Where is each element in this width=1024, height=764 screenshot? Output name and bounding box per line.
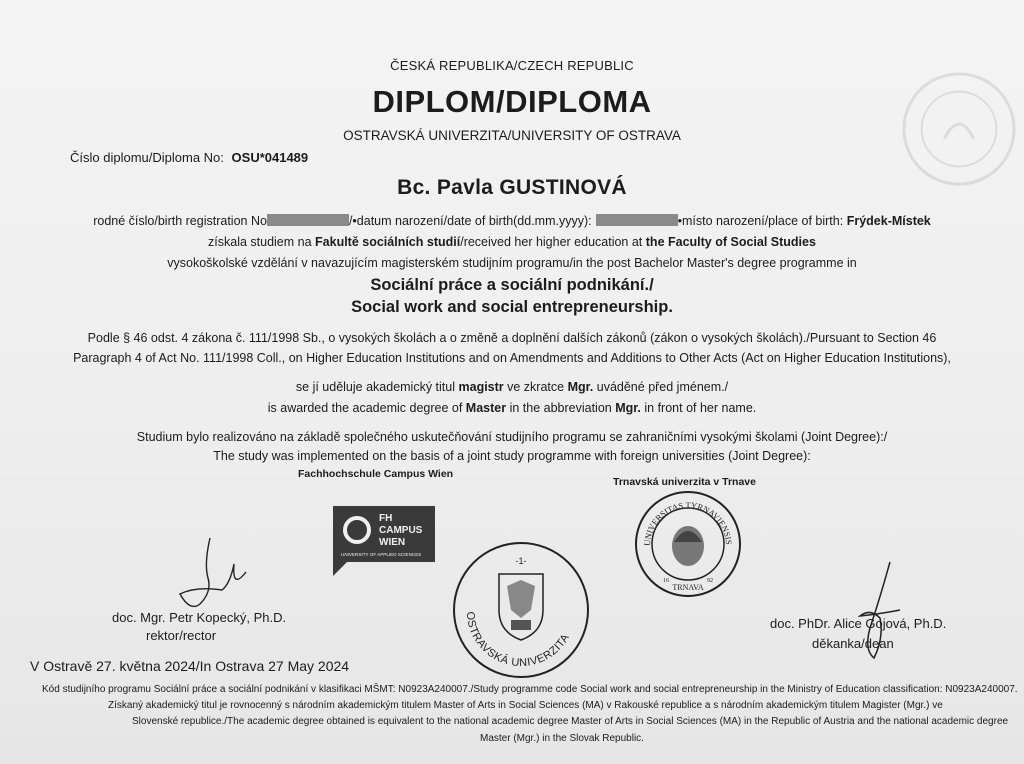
footer-line-2: Získaný akademický titul je rovnocenný s národním akademickým titulem Master of Arts in Social Sciences (MA) v Rakouské republice a s národním akademickým titulem Magister (Mgr.) ve [108, 700, 943, 711]
education-text: získala studiem na [208, 235, 316, 249]
joint-degree-en: The study was implemented on the basis of a joint study programme with foreign universities (Joint Degree): [213, 449, 811, 463]
law-line-1: Podle § 46 odst. 4 zákona č. 111/1998 Sb., o vysokých školách a o změně a doplnění dalších zákonů (zákon o vysokých školách)./Pursuant to Section 46 [87, 331, 937, 345]
rector-title: rektor/rector [146, 628, 217, 643]
partner-trnava-name: Trnavská univerzita v Trnave [613, 476, 756, 488]
education-line-2: vysokoškolské vzdělání v navazujícím magisterském studijním programu/in the post Bachelor Master's degree programme in [167, 256, 857, 270]
award-text: in the abbreviation [506, 401, 616, 415]
issue-date: V Ostravě 27. května 2024/In Ostrava 27 May 2024 [30, 658, 350, 674]
joint-degree-cz: Studium bylo realizováno na základě společného uskutečňování studijního programu se zahraničními vysokými školami (Joint Degree):/ [136, 430, 888, 444]
partner-fh-name: Fachhochschule Campus Wien [298, 468, 454, 480]
award-text: uváděné před jménem./ [593, 380, 729, 394]
law-line-2: Paragraph 4 of Act No. 111/1998 Coll., on Higher Education Institutions and on Amendments and Additions to Other Acts (Act on Higher Education Institutions), [73, 351, 951, 365]
award-text: ve zkratce [503, 380, 568, 394]
university-heading: OSTRAVSKÁ UNIVERZITA/UNIVERSITY OF OSTRAVA [343, 128, 681, 143]
document-title: DIPLOM/DIPLOMA [372, 84, 652, 119]
place-label: místo narození/place of birth: [682, 214, 844, 228]
fh-logo-text: FH [379, 513, 393, 524]
degree-cz: magistr [458, 380, 504, 394]
faculty-en: the Faculty of Social Studies [645, 235, 816, 249]
award-en [0, 401, 1024, 415]
fh-logo-text: WIEN [379, 537, 406, 548]
award-text: se jí uděluje akademický titul [295, 380, 459, 394]
redaction-box [267, 214, 349, 226]
diploma-number-value: OSU*041489 [231, 150, 309, 165]
degree-abbr: Mgr. [615, 401, 641, 415]
fh-logo-subtext: UNIVERSITY OF APPLIED SCIENCES [341, 552, 422, 557]
dean-title: děkanka/dean [812, 636, 894, 651]
award-text: is awarded the academic degree of [267, 401, 466, 415]
ostrava-university-seal [451, 540, 591, 680]
footer-line-3: Slovenské republice./The academic degree obtained is equivalent to the national academic degree Master of Arts in Social Sciences (MA) in the Republic of Austria and the national academic degree [132, 716, 1009, 727]
rector-name: doc. Mgr. Petr Kopecký, Ph.D. [112, 610, 287, 625]
bullet: • [677, 214, 683, 228]
trnava-seal-city: TRNAVA [672, 583, 704, 592]
country-heading: ČESKÁ REPUBLIKA/CZECH REPUBLIC [390, 58, 634, 73]
birth-line [0, 214, 1024, 228]
dean-name: doc. PhDr. Alice Gojová, Ph.D. [770, 616, 947, 631]
diploma-number-label: Číslo diplomu/Diploma No: [70, 150, 224, 165]
ou-seal-number: -1- [515, 556, 527, 566]
bullet: /• [348, 214, 357, 228]
trnava-seal-text: UNIVERSITAS TYRNAVIENSIS [641, 499, 735, 547]
redaction-box [596, 214, 678, 226]
diploma-number [70, 150, 308, 165]
footer-line-1: Kód studijního programu Sociální práce a sociální podnikání v klasifikaci MŠMT: N0923A240007./Study programme code Social work and social entrepreneurship in the Ministry of Education classification: N0923A240007. [42, 684, 1018, 695]
award-cz [0, 380, 1024, 394]
award-text: in front of her name. [640, 401, 757, 415]
footer-line-4: Master (Mgr.) in the Slovak Republic. [480, 733, 644, 744]
programme-cz: Sociální práce a sociální podnikání./ [370, 276, 654, 294]
education-text: /received her higher education at [460, 235, 646, 249]
education-line-1 [0, 235, 1024, 249]
holder-name: Bc. Pavla GUSTINOVÁ [397, 176, 627, 199]
degree-en: Master [465, 401, 507, 415]
dob-label: datum narození/date of birth(dd.mm.yyyy): [356, 214, 592, 228]
dean-signature [840, 558, 910, 668]
rector-signature [160, 534, 260, 614]
fh-logo-text: CAMPUS [379, 525, 423, 536]
trnava-seal-year: 92 [707, 578, 713, 584]
trnava-university-seal [634, 490, 742, 598]
degree-abbr: Mgr. [567, 380, 594, 394]
trnava-seal-year: 16 [663, 578, 669, 584]
faculty-cz: Fakultě sociálních studií [315, 235, 461, 249]
fh-campus-wien-logo [333, 506, 435, 576]
place-value: Frýdek-Místek [846, 214, 931, 228]
svg-text:OSTRAVSKÁ UNIVERZITA [464, 611, 572, 669]
birth-reg-label: rodné číslo/birth registration No [93, 214, 267, 228]
programme-en: Social work and social entrepreneurship. [351, 298, 673, 316]
ou-seal-text: OSTRAVSKÁ UNIVERZITA [463, 611, 572, 670]
